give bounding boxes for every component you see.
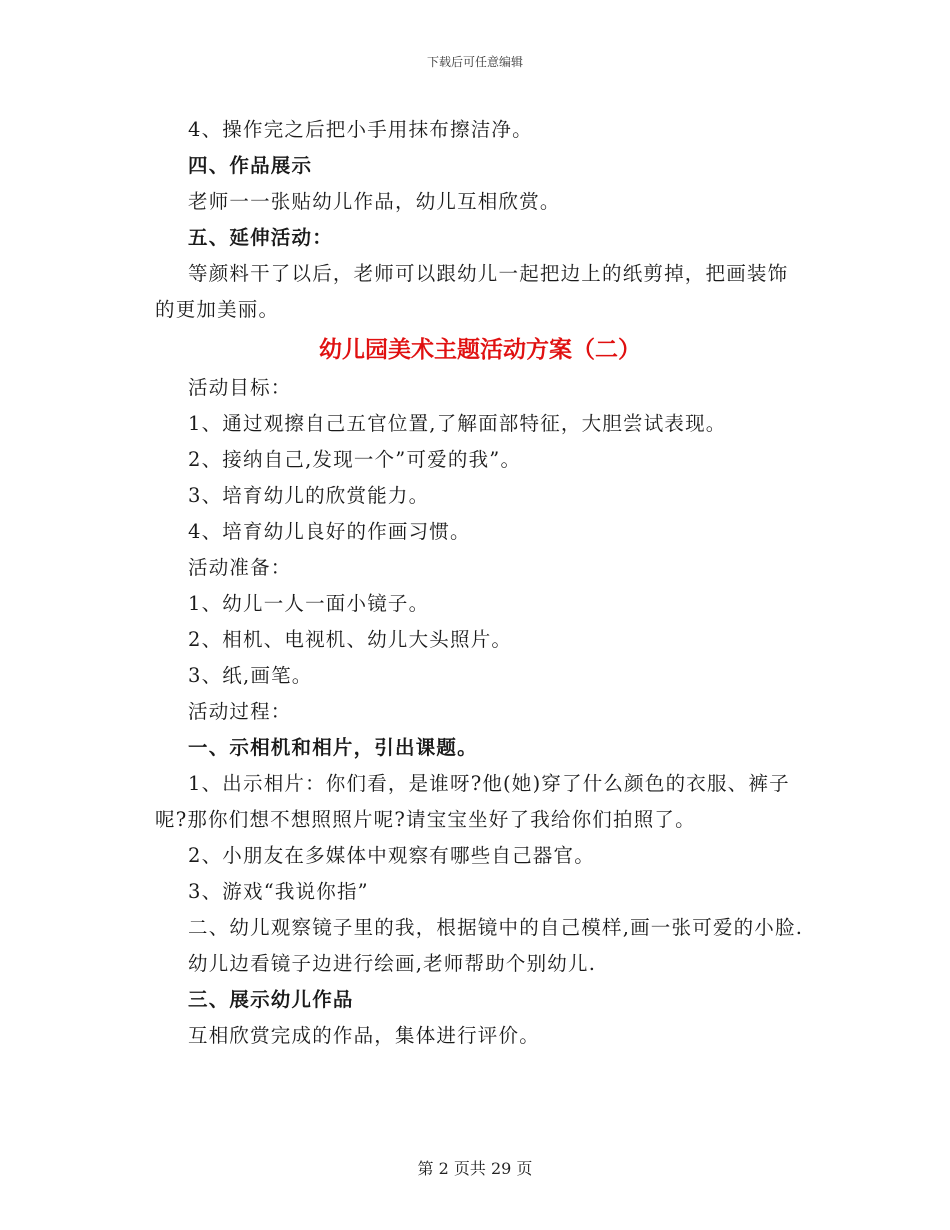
paragraph-step4: 4、操作完之后把小手用抹布擦洁净。 (188, 118, 533, 141)
prep-item-2: 2、相机、电视机、幼儿大头照片。 (188, 628, 513, 651)
label-process: 活动过程： (188, 700, 292, 723)
label-goals: 活动目标： (188, 376, 292, 399)
section-heading-4: 四、作品展示 (188, 154, 313, 177)
page-header: 下载后可任意编辑 (426, 55, 523, 69)
prep-item-3: 3、纸,画笔。 (188, 664, 313, 687)
process-heading-1: 一、示相机和相片，引出课题。 (188, 736, 478, 759)
prep-item-1: 1、幼儿一人一面小镜子。 (188, 592, 430, 615)
process-evaluation: 互相欣赏完成的作品，集体进行评价。 (188, 1024, 540, 1047)
goal-item-1: 1、通过观擦自己五官位置,了解面部特征，大胆尝试表现。 (188, 412, 727, 435)
process-note: 幼儿边看镜子边进行绘画,老师帮助个别幼儿. (188, 952, 597, 975)
section-heading-5: 五、延伸活动： (188, 226, 333, 249)
goal-item-4: 4、培育幼儿良好的作画习惯。 (188, 520, 471, 543)
process-heading-3: 三、展示幼儿作品 (188, 988, 354, 1011)
paragraph-extension: 等颜料干了以后，老师可以跟幼儿一起把边上的纸剪掉，把画装饰的更加美丽。 (155, 262, 789, 321)
goal-item-3: 3、培育幼儿的欣赏能力。 (188, 484, 430, 507)
label-preparation: 活动准备： (188, 556, 292, 579)
process-heading-2: 二、幼儿观察镜子里的我，根据镜中的自己模样,画一张可爱的小脸. (188, 916, 804, 939)
process-step-2: 2、小朋友在多媒体中观察有哪些自己器官。 (188, 844, 595, 867)
process-step-1: 1、出示相片：你们看，是谁呀?他(她)穿了什么颜色的衣服、裤子呢?那你们想不想照照片呢?请宝宝坐好了我给你们拍照了。 (155, 772, 790, 831)
process-step-3: 3、游戏“我说你指” (188, 880, 369, 903)
page-footer: 第 2 页共 29 页 (417, 1159, 533, 1178)
goal-item-2: 2、接纳自己,发现一个”可爱的我”。 (188, 448, 522, 471)
document-title: 幼儿园美术主题活动方案（二） (319, 337, 641, 363)
paragraph-display: 老师一一张贴幼儿作品，幼儿互相欣赏。 (188, 190, 561, 213)
document-body (155, 112, 805, 1054)
